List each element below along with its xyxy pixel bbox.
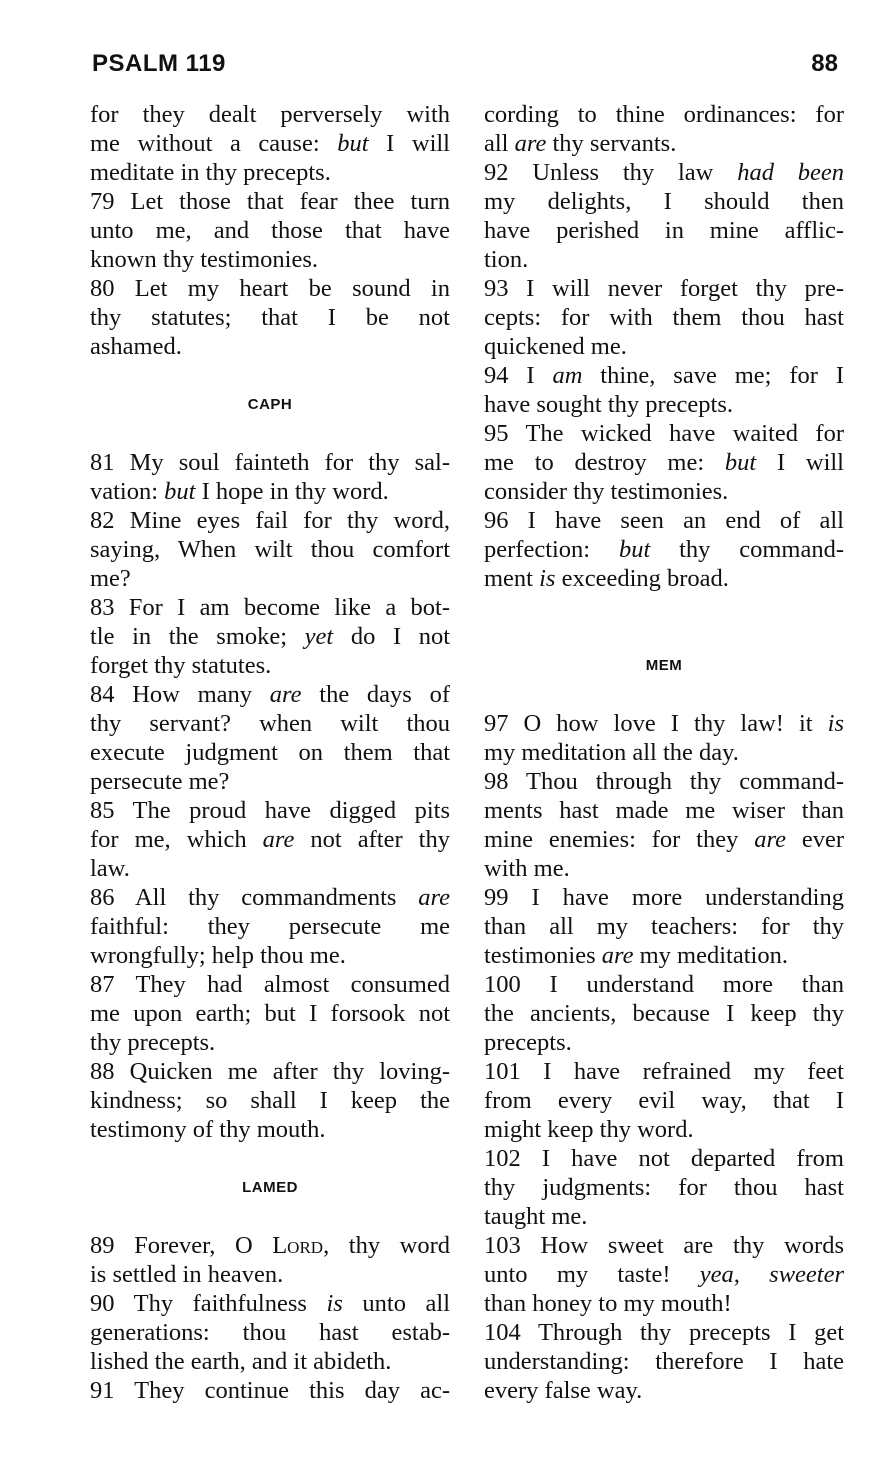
verse-line: wrongfully; help thou me. <box>90 942 346 969</box>
verse-line: 101 I have refrained my feet <box>484 1058 844 1085</box>
verse-line: 90 Thy faithfulness is unto all <box>90 1290 450 1317</box>
italic-text: are <box>418 884 450 911</box>
verse-line: 87 They had almost consumed <box>90 971 450 998</box>
italic-text: are <box>514 130 547 157</box>
verse-line: vation: but I hope in thy word. <box>90 478 389 505</box>
verse-line: meditate in thy precepts. <box>90 159 331 186</box>
italic-text: is <box>539 565 556 592</box>
italic-text: yea, sweeter <box>699 1261 844 1288</box>
verse-line: tle in the smoke; yet do I not <box>90 623 450 650</box>
verse-line: thy statutes; that I be not <box>90 304 450 331</box>
verse-line: 103 How sweet are thy words <box>484 1232 844 1259</box>
verse-line: me to destroy me: but I will <box>484 449 844 476</box>
verse-line: me? <box>90 565 131 592</box>
verse-line: 88 Quicken me after thy loving- <box>90 1058 450 1085</box>
verse-line: law. <box>90 855 130 882</box>
verse-line: my meditation all the day. <box>484 739 739 766</box>
italic-text: is <box>827 710 844 737</box>
verse-line: ashamed. <box>90 333 182 360</box>
verse-line: perfection: but thy command- <box>484 536 844 563</box>
verse-line: 83 For I am become like a bot- <box>90 594 450 621</box>
verse-line: forget thy statutes. <box>90 652 272 679</box>
verse-line: thy judgments: for thou hast <box>484 1174 844 1201</box>
verse-line: 86 All thy commandments are <box>90 884 450 911</box>
italic-text: but <box>618 536 651 563</box>
verse-line: execute judgment on them that <box>90 739 450 766</box>
verse-line: me upon earth; but I forsook not <box>90 1000 450 1027</box>
verse-line: 82 Mine eyes fail for thy word, <box>90 507 450 534</box>
verse-line: 98 Thou through thy command- <box>484 768 844 795</box>
spacer <box>90 1144 450 1173</box>
verse-line: 89 Forever, O Lord, thy word <box>90 1232 450 1259</box>
verse-line: 94 I am thine, save me; for I <box>484 362 844 389</box>
verse-line: thy precepts. <box>90 1029 216 1056</box>
verse-line: faithful: they persecute me <box>90 913 450 940</box>
spacer <box>90 419 450 448</box>
verse-line: 80 Let my heart be sound in <box>90 275 450 302</box>
verse-line: ments hast made me wiser than <box>484 797 844 824</box>
page-number: 88 <box>811 50 838 77</box>
verse-line: 84 How many are the days of <box>90 681 450 708</box>
italic-text: but <box>164 478 196 505</box>
verse-line: might keep thy word. <box>484 1116 694 1143</box>
italic-text: are <box>754 826 786 853</box>
right-column <box>484 100 844 1405</box>
section-heading: LAMED <box>242 1179 298 1196</box>
spacer <box>484 593 844 622</box>
verse-line: 92 Unless thy law had been <box>484 159 844 186</box>
verse-line: 81 My soul fainteth for thy sal- <box>90 449 450 476</box>
italic-text: but <box>724 449 757 476</box>
verse-line: than all my teachers: for thy <box>484 913 844 940</box>
left-column <box>90 100 450 1405</box>
verse-line: is settled in heaven. <box>90 1261 284 1288</box>
verse-line: than honey to my mouth! <box>484 1290 732 1317</box>
verse-line: my delights, I should then <box>484 188 844 215</box>
verse-line: lished the earth, and it abideth. <box>90 1348 392 1375</box>
verse-line: 104 Through thy precepts I get <box>484 1319 844 1346</box>
verse-line: me without a cause: but I will <box>90 130 450 157</box>
verse-line: saying, When wilt thou comfort <box>90 536 450 563</box>
verse-line: thy servant? when wilt thou <box>90 710 450 737</box>
verse-line: from every evil way, that I <box>484 1087 844 1114</box>
verse-line: 85 The proud have digged pits <box>90 797 450 824</box>
italic-text: yet <box>304 623 334 650</box>
verse-line: taught me. <box>484 1203 588 1230</box>
verse-line: 96 I have seen an end of all <box>484 507 844 534</box>
verse-line: with me. <box>484 855 570 882</box>
verse-line: known thy testimonies. <box>90 246 318 273</box>
verse-line: cording to thine ordinances: for <box>484 101 844 128</box>
spacer <box>90 1202 450 1231</box>
verse-line: all are thy servants. <box>484 130 677 157</box>
verse-line: persecute me? <box>90 768 230 795</box>
verse-line: consider thy testimonies. <box>484 478 729 505</box>
verse-line: ment is exceeding broad. <box>484 565 729 592</box>
verse-line: have sought thy precepts. <box>484 391 734 418</box>
verse-line: testimony of thy mouth. <box>90 1116 326 1143</box>
italic-text: am <box>552 362 583 389</box>
verse-line: for they dealt perversely with <box>90 101 450 128</box>
spacer <box>90 361 450 390</box>
verse-line: every false way. <box>484 1377 643 1404</box>
verse-line: 100 I understand more than <box>484 971 844 998</box>
verse-line: tion. <box>484 246 529 273</box>
italic-text: are <box>269 681 302 708</box>
verse-line: 102 I have not departed from <box>484 1145 844 1172</box>
verse-line: 93 I will never forget thy pre- <box>484 275 844 302</box>
verse-line: 91 They continue this day ac- <box>90 1377 450 1404</box>
italic-text: but <box>337 130 369 157</box>
section-heading: CAPH <box>247 396 293 413</box>
verse-line: unto my taste! yea, sweeter <box>484 1261 844 1288</box>
verse-line: 95 The wicked have waited for <box>484 420 844 447</box>
verse-line: mine enemies: for they are ever <box>484 826 844 853</box>
verse-line: generations: thou hast estab- <box>90 1319 450 1346</box>
verse-line: have perished in mine afflic- <box>484 217 844 244</box>
verse-line: quickened me. <box>484 333 627 360</box>
small-caps-text: Lord <box>272 1232 324 1259</box>
section-heading: MEM <box>645 657 683 674</box>
spacer <box>484 680 844 709</box>
verse-line: unto me, and those that have <box>90 217 450 244</box>
italic-text: had been <box>737 159 844 186</box>
verse-line: precepts. <box>484 1029 572 1056</box>
verse-line: understanding: therefore I hate <box>484 1348 844 1375</box>
verse-line: 79 Let those that fear thee turn <box>90 188 450 215</box>
verse-line: for me, which are not after thy <box>90 826 450 853</box>
verse-line: kindness; so shall I keep the <box>90 1087 450 1114</box>
italic-text: are <box>601 942 634 969</box>
verse-line: testimonies are my meditation. <box>484 942 788 969</box>
running-head: PSALM 119 <box>92 50 226 77</box>
verse-line: 97 O how love I thy law! it is <box>484 710 844 737</box>
verse-line: 99 I have more understanding <box>484 884 844 911</box>
italic-text: is <box>326 1290 343 1317</box>
verse-line: cepts: for with them thou hast <box>484 304 844 331</box>
verse-line: the ancients, because I keep thy <box>484 1000 844 1027</box>
italic-text: are <box>262 826 295 853</box>
spacer <box>484 622 844 651</box>
